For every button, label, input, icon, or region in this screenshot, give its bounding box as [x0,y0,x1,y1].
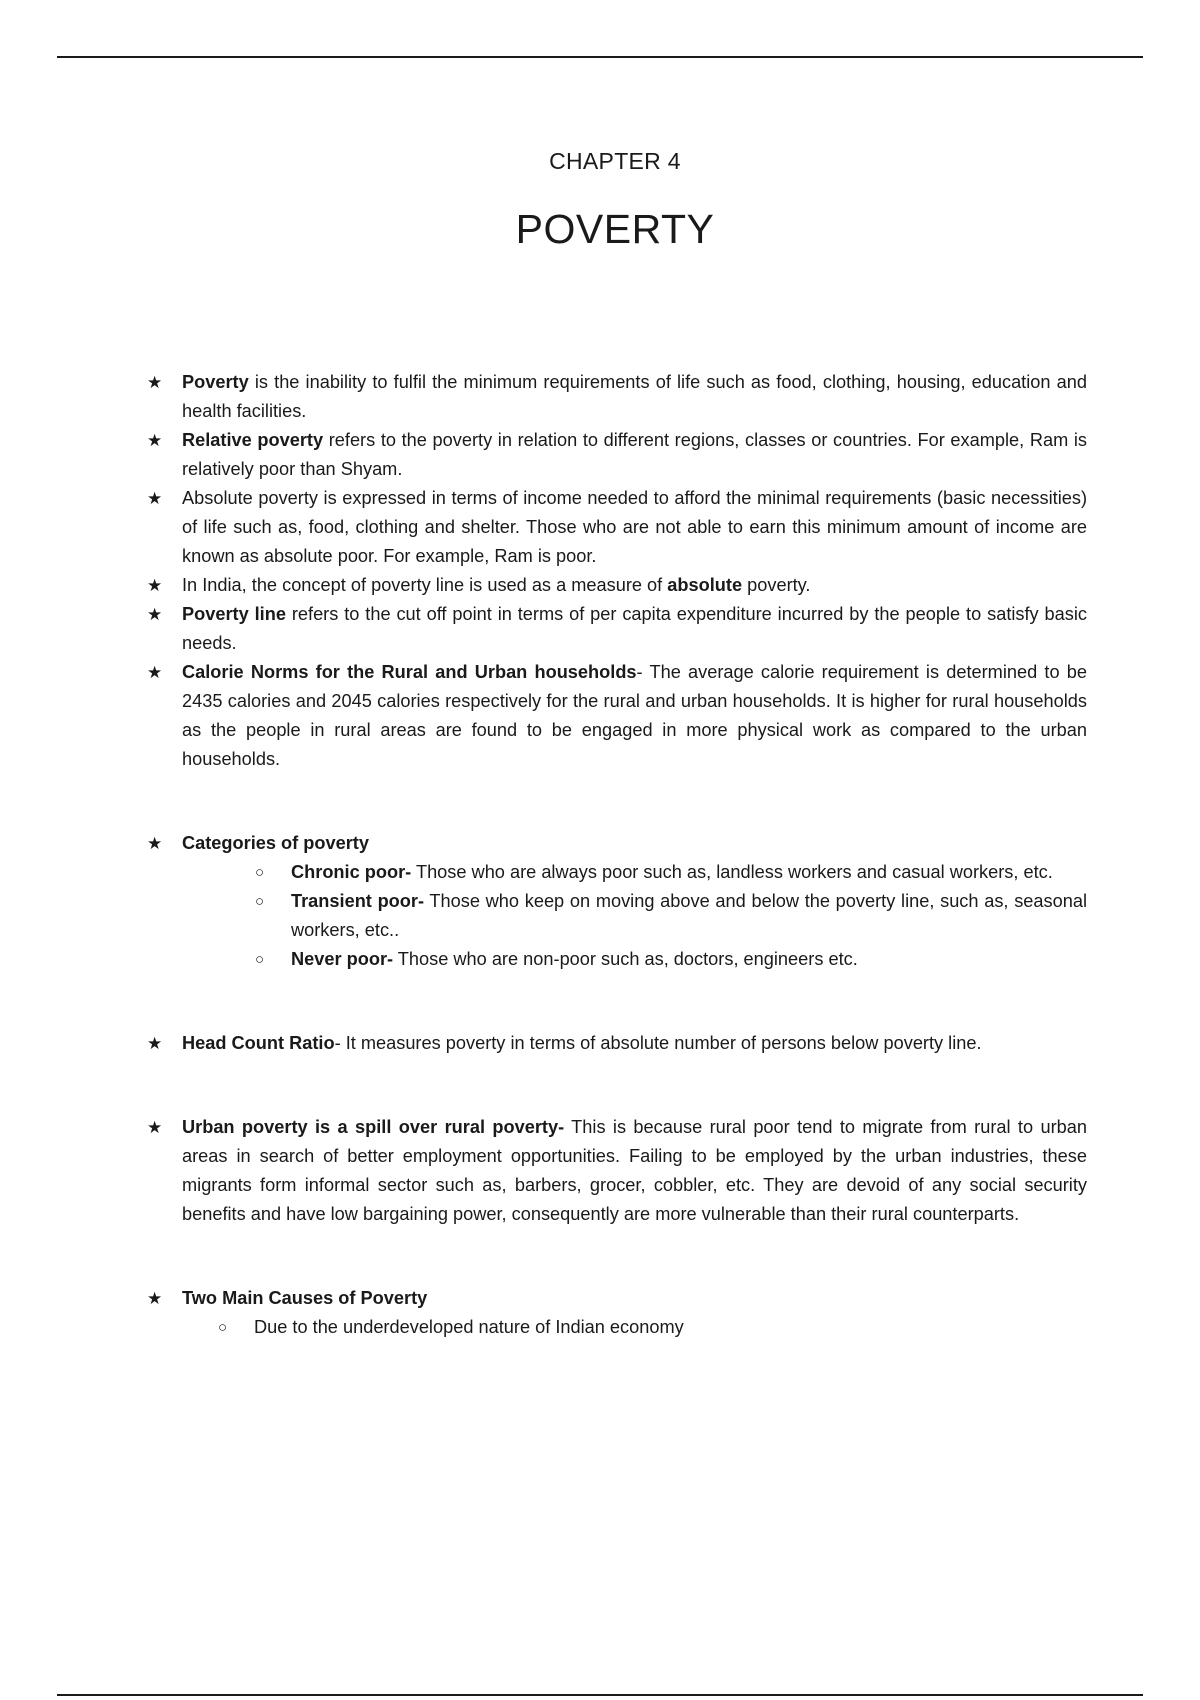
definition: is the inability to fulfil the minimum requirements of life such as food, clothing, housing, education and health facilities. [182,372,1087,421]
term: Transient poor- [291,891,425,911]
list-item [147,945,1087,974]
bullet-poverty-line [147,600,1087,658]
section-heading: Categories of poverty [182,833,369,853]
bullet-urban-poverty [147,1113,1087,1229]
chapter-title: POVERTY [515,206,715,252]
term: Poverty [182,372,249,392]
definition: Those who keep on moving above and below the poverty line, such as, seasonal workers, etc.. [291,891,1087,940]
term: Chronic poor- [291,862,412,882]
star-icon: ★ [147,663,163,682]
section-heading: Two Main Causes of Poverty [182,1288,428,1308]
definition: - It measures poverty in terms of absolute number of persons below poverty line. [334,1033,982,1053]
bullet-calorie-norms [147,658,1087,774]
bullet-relative-poverty [147,426,1087,484]
bullet-categories [147,829,1087,858]
definition: - The average calorie requirement is determined to be 2435 calories and 2045 calories respectively for the rural and urban households. It is higher for rural households as the people in rural areas are found to be engaged in more physical work as compared to the urban households. [182,662,1087,769]
text-after: poverty. [742,575,811,595]
term: Never poor- [291,949,394,969]
star-icon: ★ [147,489,163,508]
bullet-absolute-poverty [147,484,1087,571]
cause-text: Due to the underdeveloped nature of Indian economy [254,1317,684,1337]
definition: refers to the poverty in relation to different regions, classes or countries. For example, Ram is relatively poor than Shyam. [182,430,1088,479]
list-item [147,858,1087,887]
list-item [147,887,1087,945]
text-before: In India, the concept of poverty line is used as a measure of [182,575,668,595]
emphasis: absolute [667,575,743,595]
categories-list [147,858,1087,974]
star-icon: ★ [147,1034,163,1053]
bullet-india-poverty-line [147,571,1087,600]
bottom-rule [57,1694,1143,1696]
definition: Absolute poverty is expressed in terms of income needed to afford the minimal requirements (basic necessities) of life such as, food, clothing and shelter. Those who are not able to earn this minimum amount of income are known as absolute poor. For example, Ram is poor. [182,488,1087,566]
bullet-poverty [147,368,1087,426]
causes-list [147,1313,1087,1342]
bullet-head-count-ratio [147,1029,1087,1058]
bullet-causes [147,1284,1087,1313]
definition: Those who are non-poor such as, doctors, engineers etc. [393,949,858,969]
star-icon: ★ [147,576,163,595]
list-item [147,1313,1087,1342]
term: Head Count Ratio [182,1033,335,1053]
circle-icon: ○ [255,893,265,910]
star-icon: ★ [147,834,163,853]
star-icon: ★ [147,373,163,392]
star-icon: ★ [147,1289,163,1308]
notes-content [147,368,1087,1342]
definition: refers to the cut off point in terms of per capita expenditure incurred by the people to satisfy basic needs. [182,604,1087,653]
term: Urban poverty is a spill over rural poverty- [182,1117,565,1137]
circle-icon: ○ [218,1319,228,1336]
term: Relative poverty [182,430,324,450]
term: Poverty line [182,604,286,624]
top-rule [57,56,1143,58]
star-icon: ★ [147,431,163,450]
star-icon: ★ [147,605,163,624]
term: Calorie Norms for the Rural and Urban households [182,662,637,682]
definition: This is because rural poor tend to migrate from rural to urban areas in search of better employment opportunities. Failing to be employed by the urban industries, these migrants form informal sector such as, barbers, grocer, cobbler, etc. They are devoid of any social security benefits and have low bargaining power, consequently are more vulnerable than their rural counterparts. [182,1117,1087,1224]
circle-icon: ○ [255,951,265,968]
definition: Those who are always poor such as, landless workers and casual workers, etc. [411,862,1053,882]
star-icon: ★ [147,1118,163,1137]
circle-icon: ○ [255,864,265,881]
chapter-label: CHAPTER 4 [549,148,681,174]
